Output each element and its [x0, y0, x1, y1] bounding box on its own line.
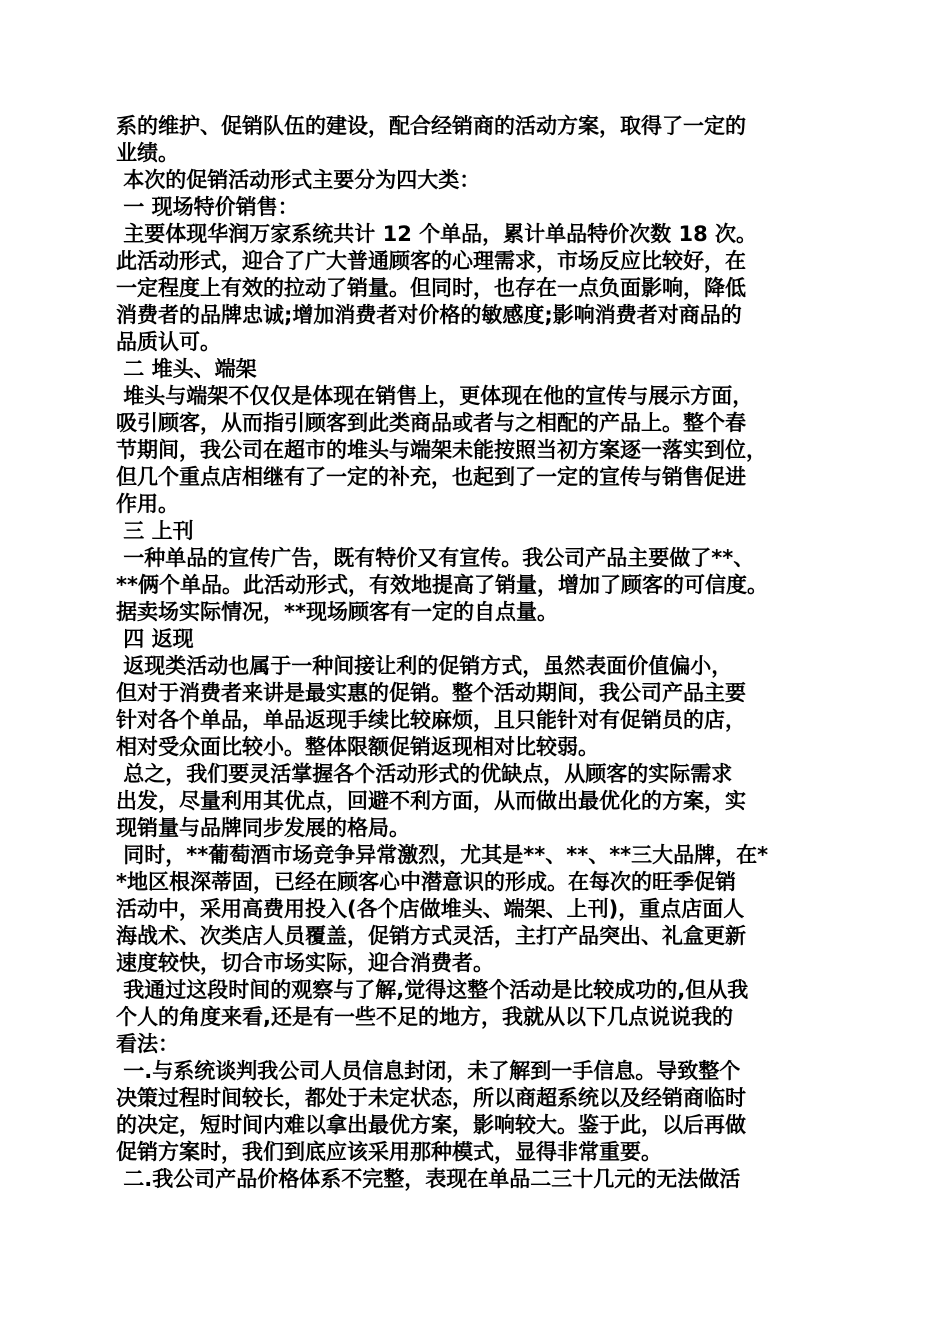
- section-heading: 二 堆头、端架: [116, 357, 257, 381]
- text-line: 系的维护、促销队伍的建设，配合经销商的活动方案，取得了一定的: [116, 114, 746, 138]
- text-line: 节期间，我公司在超市的堆头与端架未能按照当初方案逐一落实到位，: [116, 438, 767, 462]
- text-line: 的决定，短时间内难以拿出最优方案，影响较大。鉴于此，以后再做: [116, 1113, 746, 1137]
- text-line: 一定程度上有效的拉动了销量。但同时，也存在一点负面影响，降低: [116, 276, 746, 300]
- text-line: 作用。: [116, 492, 179, 516]
- text-line: 活动中，采用高费用投入(各个店做堆头、端架、上刊)，重点店面人: [116, 897, 745, 921]
- text-line: 一种单品的宣传广告，既有特价又有宣传。我公司产品主要做了**、: [116, 546, 755, 570]
- text-line: **俩个单品。此活动形式，有效地提高了销量，增加了顾客的可信度。: [116, 573, 768, 597]
- text-line: 据卖场实际情况，**现场顾客有一定的自点量。: [116, 600, 558, 624]
- text-line: 品质认可。: [116, 330, 221, 354]
- text-line: 同时，**葡萄酒市场竞争异常激烈，尤其是**、**、**三大品牌，在*: [116, 843, 769, 867]
- text-line: 业绩。: [116, 141, 179, 165]
- text-line: 但对于消费者来讲是最实惠的促销。整个活动期间，我公司产品主要: [116, 681, 746, 705]
- section-heading: 四 返现: [116, 627, 194, 651]
- text-line: 看法：: [116, 1032, 179, 1056]
- text-line: 出发，尽量利用其优点，回避不利方面，从而做出最优化的方案，实: [116, 789, 746, 813]
- text-line: 堆头与端架不仅仅是体现在销售上，更体现在他的宣传与展示方面，: [116, 384, 754, 408]
- text-line: 个人的角度来看,还是有一些不足的地方，我就从以下几点说说我的: [116, 1005, 733, 1029]
- text-line: 此活动形式，迎合了广大普通顾客的心理需求，市场反应比较好，在: [116, 249, 746, 273]
- text-line: 吸引顾客，从而指引顾客到此类商品或者与之相配的产品上。整个春: [116, 411, 746, 435]
- text-line: 相对受众面比较小。整体限额促销返现相对比较弱。: [116, 735, 599, 759]
- text-line: 促销方案时，我们到底应该采用那种模式，显得非常重要。: [116, 1140, 662, 1164]
- document-body: [116, 113, 838, 1193]
- text-line: 本次的促销活动形式主要分为四大类：: [116, 168, 481, 192]
- section-heading: 一 现场特价销售：: [116, 195, 299, 219]
- text-line: 决策过程时间较长，都处于未定状态，所以商超系统以及经销商临时: [116, 1086, 746, 1110]
- text-line: *地区根深蒂固，已经在顾客心中潜意识的形成。在每次的旺季促销: [116, 870, 736, 894]
- text-line: 返现类活动也属于一种间接让利的促销方式，虽然表面价值偏小，: [116, 654, 733, 678]
- text-line: 针对各个单品，单品返现手续比较麻烦，且只能针对有促销员的店，: [116, 708, 746, 732]
- text-line: 我通过这段时间的观察与了解,觉得这整个活动是比较成功的,但从我: [116, 978, 749, 1002]
- section-heading: 三 上刊: [116, 519, 194, 543]
- text-line: 现销量与品牌同步发展的格局。: [116, 816, 410, 840]
- text-line: 消费者的品牌忠诚;增加消费者对价格的敏感度;影响消费者对商品的: [116, 303, 742, 327]
- text-line: 但几个重点店相继有了一定的补充，也起到了一定的宣传与销售促进: [116, 465, 746, 489]
- text-line: 海战术、次类店人员覆盖，促销方式灵活，主打产品突出、礼盒更新: [116, 924, 746, 948]
- text-line: 一.与系统谈判我公司人员信息封闭，未了解到一手信息。导致整个: [116, 1059, 741, 1083]
- text-line: 主要体现华润万家系统共计 12 个单品，累计单品特价次数 18 次。: [116, 222, 758, 246]
- text-line: 总之，我们要灵活掌握各个活动形式的优缺点，从顾客的实际需求: [116, 762, 733, 786]
- text-line: 二.我公司产品价格体系不完整，表现在单品二三十几元的无法做活: [116, 1167, 741, 1191]
- text-line: 速度较快，切合市场实际，迎合消费者。: [116, 951, 494, 975]
